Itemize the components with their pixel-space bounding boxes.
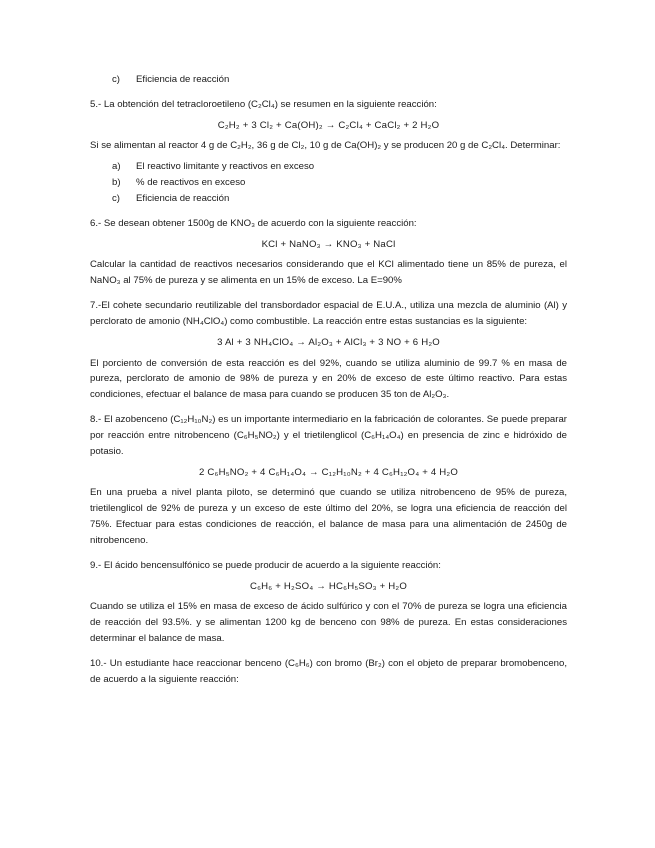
problem-9-body: Cuando se utiliza el 15% en masa de exceso de ácido sulfúrico y con el 70% de pureza se logra una eficiencia de reacción del 93.5%. y se alimentan 1200 kg de benceno con 98% de pureza. En estas consideraciones determinar el balance de masa.: [90, 601, 567, 645]
problem-10-title: 10.- Un estudiante hace reaccionar benceno (C₆H₆) con bromo (Br₂) con el objeto de preparar bromobenceno, de acuerdo a la siguiente reacción:: [90, 657, 567, 685]
item-label: b): [112, 177, 121, 189]
problem-6-title: 6.- Se desean obtener 1500g de KNO₃ de acuerdo con la siguiente reacción:: [90, 217, 417, 229]
problem-5-body: Si se alimentan al reactor 4 g de C₂H₂, 36 g de Cl₂, 10 g de Ca(OH)₂ y se producen 20 g de C₂Cl₄. Determinar:: [90, 140, 561, 152]
problem-8-equation: 2 C₆H₅NO₂ + 4 C₆H₁₄O₄ → C₁₂H₁₀N₂ + 4 C₆H₁₂O₄ + 4 H₂O: [199, 466, 458, 478]
problem-8-body: En una prueba a nivel planta piloto, se determinó que cuando se utiliza nitrobenceno de 95% de pureza, trietilenglicol de 92% de pureza y un exceso de este último del 20%, se logra una eficiencia de reacción del 75%. Efectuar para estas condiciones de reacción, el balance de masa para una alimentación de 2450g de nitrobenceno.: [90, 487, 567, 546]
item-label: c): [112, 74, 120, 85]
item-text: El reactivo limitante y reactivos en exceso: [136, 161, 315, 173]
item-label: c): [112, 192, 120, 204]
problem-9-equation: C₆H₆ + H₂SO₄ → HC₆H₅SO₃ + H₂O: [249, 580, 408, 592]
problem-8-title: 8.- El azobenceno (C₁₂H₁₀N₂) es un importante intermediario en la fabricación de colorantes. Se puede preparar por reacción entre nitrobenceno (C₆H₅NO₂) y el trietilenglicol (C₆H₁₄O₄) en presencia de zinc e hidróxido de potasio.: [90, 414, 567, 457]
problem-9-title: 9.- El ácido bencensulfónico se puede producir de acuerdo a la siguiente reacción:: [90, 559, 441, 571]
list-item: [112, 191, 567, 207]
problem-6-body: Calcular la cantidad de reactivos necesarios considerando que el KCl alimentado tiene un 85% de pureza, el NaNO₃ al 75% de pureza y se alimenta en un 15% de exceso. La E=90%: [90, 259, 567, 287]
item-label: a): [112, 161, 121, 173]
problem-5-list: [90, 159, 567, 206]
problem-7-title: 7.-El cohete secundario reutilizable del transbordador espacial de E.U.A., utiliza una mezcla de aluminio (Al) y perclorato de amonio (NH₄ClO₄) como combustible. La reacción entre estas sustancias es la siguiente:: [90, 300, 567, 327]
problem-7-body: El porciento de conversión de esta reacción es del 92%, cuando se utiliza aluminio de 99.7 % en masa de pureza, perclorato de amonio de 98% de pureza y en 20% de exceso de este último reactivo. Para estas condiciones, efectuar el balance de masa para cuando se producen 35 ton de Al₂O₃.: [90, 357, 567, 401]
top-list: [90, 72, 567, 88]
list-item: [112, 175, 567, 191]
problem-5-equation: C₂H₂ + 3 Cl₂ + Ca(OH)₂ → C₂Cl₄ + CaCl₂ + 2 H₂O: [217, 119, 440, 131]
item-text: Eficiencia de reacción: [136, 192, 230, 204]
item-text: Eficiencia de reacción: [136, 74, 230, 85]
problem-5-title: 5.- La obtención del tetracloroetileno (C₂Cl₄) se resumen en la siguiente reacción:: [90, 98, 437, 110]
list-item: [112, 159, 567, 175]
problem-7-equation: 3 Al + 3 NH₄ClO₄ → Al₂O₃ + AlCl₃ + 3 NO + 6 H₂O: [217, 336, 440, 348]
document-page: [90, 72, 567, 688]
problem-6-equation: KCl + NaNO₃ → KNO₃ + NaCl: [261, 238, 396, 250]
item-text: % de reactivos en exceso: [136, 177, 246, 189]
list-item: [112, 72, 567, 88]
